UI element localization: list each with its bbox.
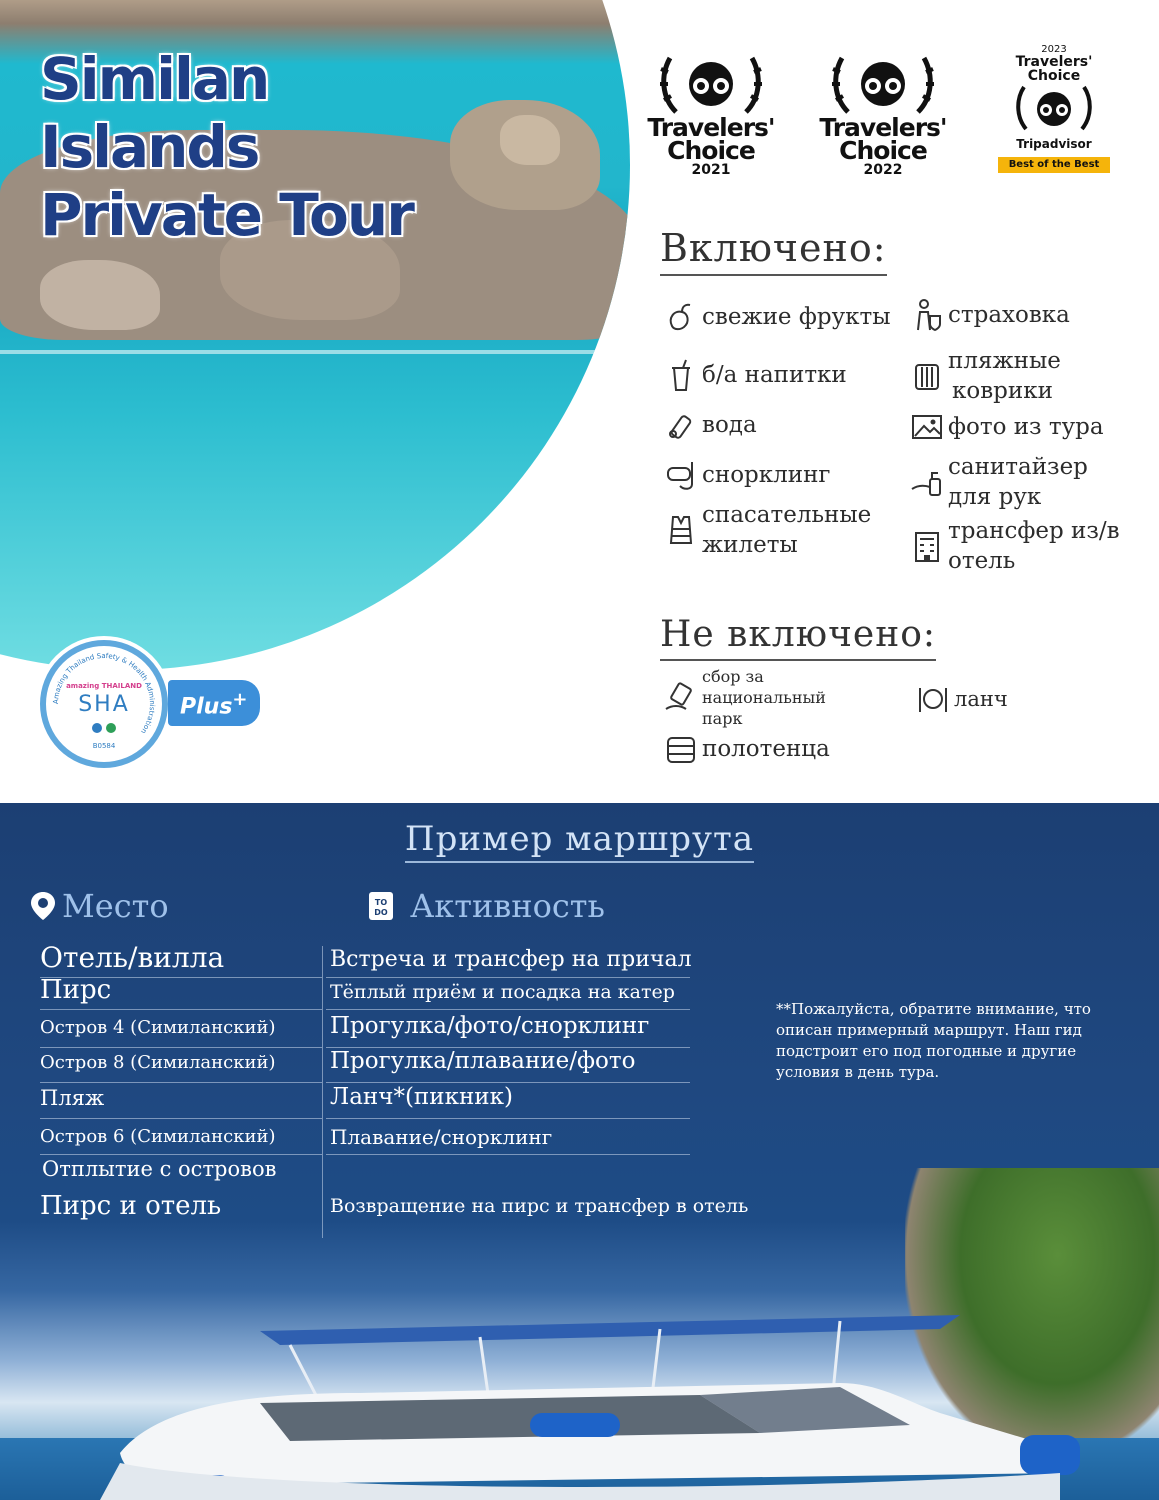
snorkel-mask-icon [664, 458, 698, 492]
route-place: Отплытие с островов [42, 1157, 277, 1181]
tripadvisor-owl-laurel-icon [656, 52, 766, 116]
included-item-beach-mats [910, 346, 1061, 406]
included-item-label-line2: для рук [948, 484, 1042, 510]
tripadvisor-owl-laurel-icon [1014, 83, 1094, 133]
award-title-line1: Travelers' [647, 113, 775, 142]
award-year: 2022 [863, 162, 903, 178]
column-header-activity [366, 887, 605, 925]
column-header-place [30, 887, 169, 925]
route-activity: Прогулка/плавание/фото [330, 1048, 636, 1074]
route-row [40, 1123, 690, 1159]
included-item-label-line1: санитайзер [948, 454, 1088, 480]
photo-icon [910, 410, 944, 444]
hero-title-line-2: Islands [40, 113, 259, 181]
included-item-fruit [664, 300, 891, 334]
included-item-label: снорклинг [702, 462, 831, 488]
award-2023-ribbon: Best of the Best [998, 157, 1110, 173]
route-place: Остров 4 (Симиланский) [40, 1017, 276, 1038]
not-included-label: полотенца [702, 736, 830, 762]
not-included-item-towels [664, 732, 830, 766]
hand-sanitizer-icon [910, 465, 944, 499]
included-item-label: страховка [948, 302, 1070, 328]
water-bottle-icon [664, 408, 698, 442]
included-item-snorkel [664, 458, 830, 492]
sha-thailand-logo: amazing THAILAND [66, 682, 142, 690]
award-travelers-choice-2021 [636, 52, 786, 192]
route-title-text: Пример маршрута [405, 819, 754, 863]
hero-title-line-1: Similan [40, 45, 269, 113]
included-item-life-vests [664, 500, 871, 560]
todo-badge-text: TO [374, 898, 388, 907]
todo-badge-text-2: DO [374, 908, 388, 917]
included-item-label: фото из тура [948, 414, 1104, 440]
column-header-activity-label: Активность [410, 887, 605, 925]
sha-plus-badge: Plus+ [168, 680, 260, 726]
included-item-drinks [664, 358, 847, 392]
included-heading: Включено: [660, 226, 887, 276]
tripadvisor-owl-laurel-icon [828, 52, 938, 116]
award-travelers-choice-2022 [808, 52, 958, 192]
award-title-line1: Travelers' [819, 113, 947, 142]
award-2023-brand: Tripadvisor [1016, 137, 1092, 151]
towel-icon [664, 732, 698, 766]
included-item-water [664, 408, 757, 442]
sha-badge [40, 640, 168, 768]
award-title-line2: Choice [839, 136, 927, 165]
award-2023-title-line1: Travelers' [1015, 54, 1093, 70]
not-included-label-line2: национальный [702, 688, 826, 707]
todo-icon [366, 890, 396, 922]
included-item-insurance [910, 298, 1070, 332]
included-item-label-block [948, 346, 1061, 406]
included-item-label: б/а напитки [702, 362, 847, 388]
route-place: Пирс и отель [40, 1191, 222, 1221]
award-2023-title-line2: Choice [1027, 68, 1081, 84]
included-item-label-line2: коврики [952, 378, 1053, 404]
sha-mark: SHA [78, 692, 130, 717]
not-included-item-lunch [916, 682, 1008, 716]
route-activity: Возвращение на пирс и трансфер в отель [330, 1195, 749, 1217]
life-vest-icon [664, 513, 698, 547]
route-place: Пляж [40, 1086, 105, 1110]
route-row [40, 975, 690, 1011]
included-item-label: вода [702, 412, 757, 438]
route-row [40, 941, 690, 977]
fee-hand-icon [664, 681, 698, 715]
included-item-sanitizer [910, 452, 1088, 512]
not-included-label-line3: парк [702, 709, 743, 728]
route-place: Остров 6 (Симиланский) [40, 1126, 276, 1147]
included-item-photos [910, 410, 1104, 444]
route-activity: Ланч*(пикник) [330, 1084, 513, 1110]
speedboat-photo [60, 1203, 1159, 1500]
route-activity: Прогулка/фото/снорклинг [330, 1013, 650, 1039]
route-section [0, 803, 1159, 1500]
not-included-heading: Не включено: [660, 614, 936, 661]
beach-mat-icon [910, 359, 944, 393]
not-included-label-line1: сбор за [702, 667, 764, 686]
route-activity: Встреча и трансфер на причал [330, 947, 692, 972]
route-place: Отель/вилла [40, 941, 225, 974]
sha-plus-label: Plus [180, 694, 233, 720]
included-item-label: свежие фрукты [702, 304, 891, 330]
route-row [40, 1084, 690, 1120]
route-place: Остров 8 (Симиланский) [40, 1052, 276, 1073]
route-activity: Плавание/снорклинг [330, 1125, 553, 1149]
included-item-hotel-transfer [910, 516, 1159, 576]
hero-title-line-3: Private Tour [40, 181, 413, 249]
included-item-label-block [948, 452, 1088, 512]
award-year: 2021 [691, 162, 731, 178]
route-row [40, 1013, 690, 1049]
route-note: **Пожалуйста, обратите внимание, что описан примерный маршрут. Наш гид подстроит его под погодные и другие условия в день тура. [776, 1000, 1091, 1081]
sha-ring-label: Amazing Thailand Safety & Health Administration [51, 651, 157, 736]
included-item-label-line1: спасательные [702, 502, 872, 528]
included-item-label-block [702, 500, 871, 560]
sha-number: B0584 [92, 742, 116, 750]
route-title [0, 819, 1159, 859]
included-item-label-line1: пляжные [948, 348, 1061, 374]
route-row [40, 1048, 690, 1084]
award-title-line2: Choice [667, 136, 755, 165]
route-place: Пирс [40, 975, 112, 1005]
column-header-place-label: Место [62, 887, 169, 925]
not-included-item-park-fee [664, 666, 826, 729]
award-2023-year: 2023 [1041, 44, 1067, 55]
insurance-person-icon [910, 298, 944, 332]
included-item-label: трансфер из/в отель [948, 518, 1120, 574]
fruit-icon [664, 300, 698, 334]
not-included-label-block [702, 666, 826, 729]
drink-cup-icon [664, 358, 698, 392]
route-activity: Тёплый приём и посадка на катер [330, 981, 675, 1003]
route-row [40, 1156, 690, 1192]
hotel-icon [910, 529, 944, 563]
lunch-plate-icon [916, 682, 950, 716]
sha-emblem-icon [90, 722, 118, 734]
not-included-label: ланч [954, 687, 1008, 711]
included-item-label-line2: жилеты [702, 532, 798, 558]
award-travelers-choice-2023 [992, 44, 1116, 173]
location-pin-icon [30, 891, 56, 921]
